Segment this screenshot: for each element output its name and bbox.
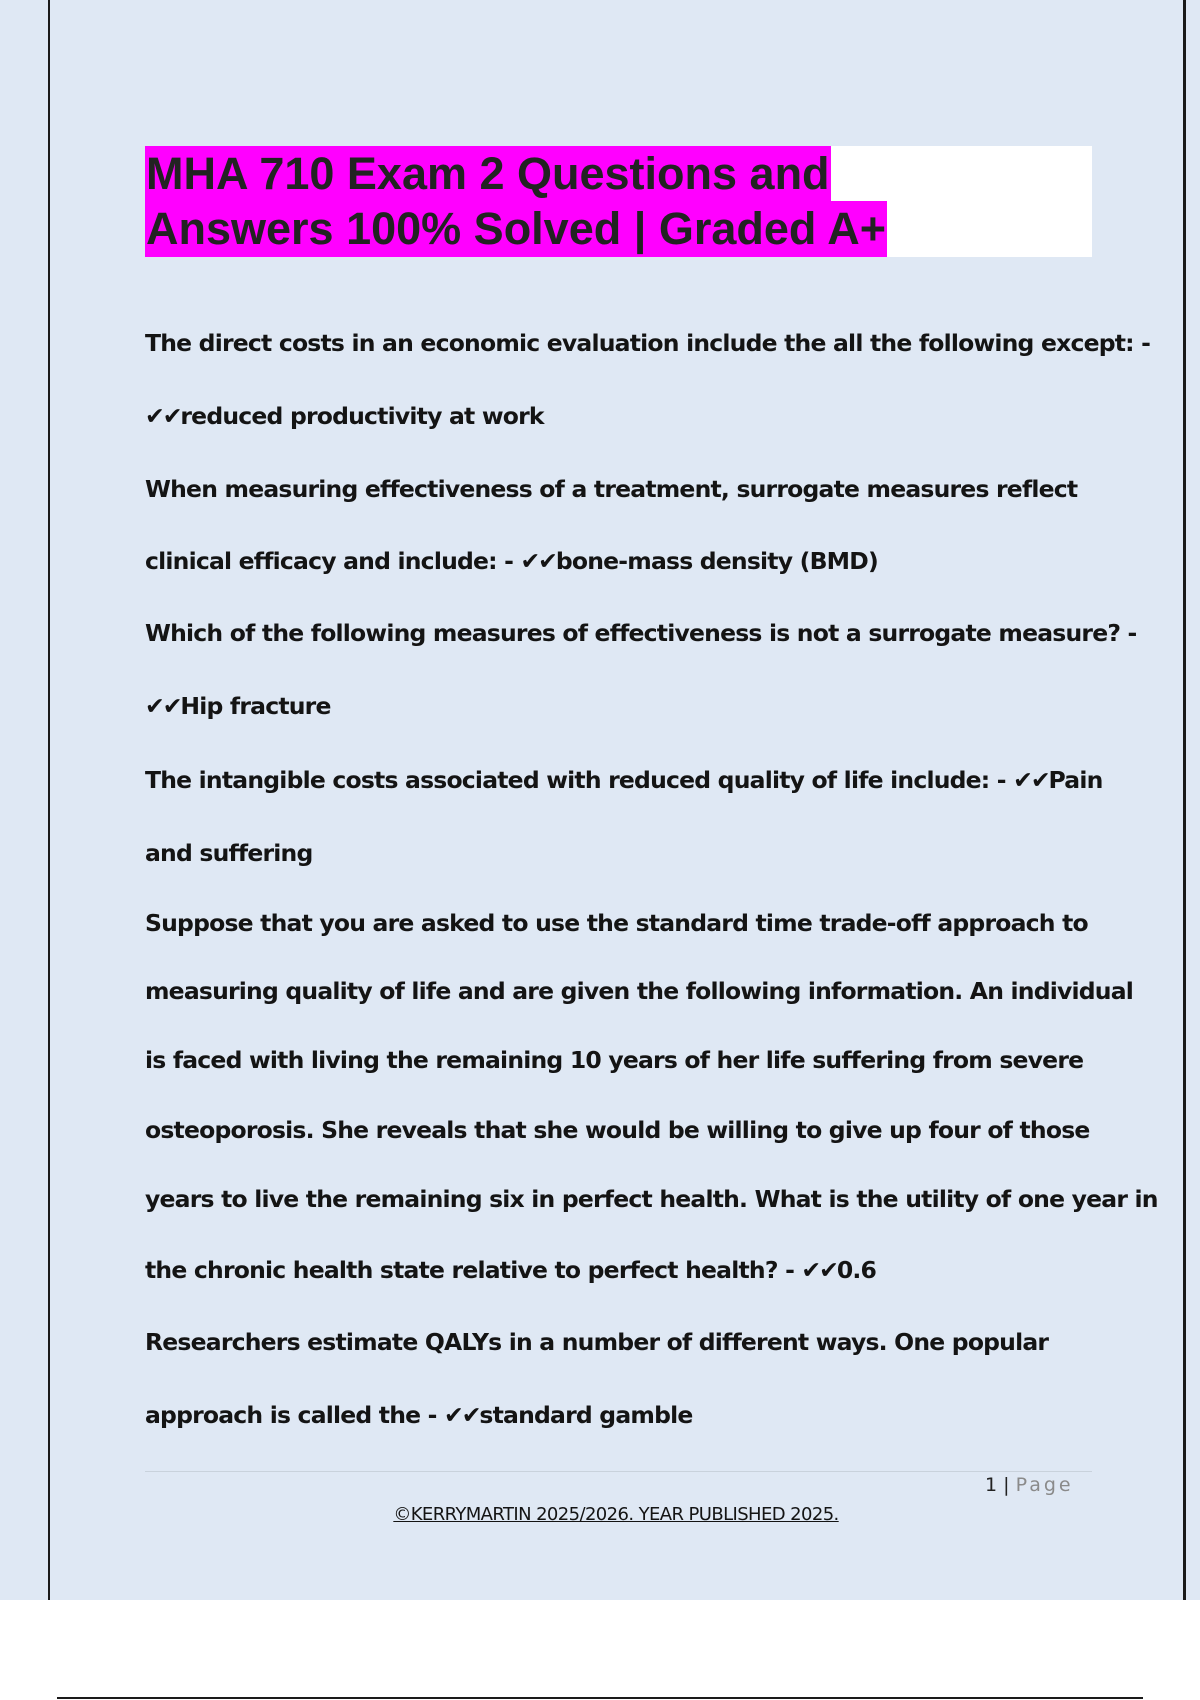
question-text: Which of the following measures of effectiveness is not a surrogate measure? - bbox=[145, 619, 1137, 647]
page-border-right bbox=[1183, 0, 1186, 1600]
bottom-divider bbox=[57, 1697, 1143, 1699]
answer-text: reduced productivity at work bbox=[180, 402, 544, 430]
double-check-icon: ✔✔ bbox=[801, 1256, 837, 1284]
qa-line bbox=[145, 686, 1095, 726]
answer-text: standard gamble bbox=[479, 1401, 693, 1429]
answer-text: Pain bbox=[1048, 766, 1103, 794]
double-check-icon: ✔✔ bbox=[1013, 766, 1049, 794]
question-text: is faced with living the remaining 10 years of her life suffering from severe bbox=[145, 1046, 1084, 1074]
qa-line bbox=[145, 469, 1095, 509]
question-text: approach is called the - bbox=[145, 1401, 445, 1429]
page-word: Page bbox=[1015, 1474, 1074, 1496]
answer-text: 0.6 bbox=[836, 1256, 877, 1284]
qa-line bbox=[145, 971, 1134, 1011]
answer-text: and suffering bbox=[145, 839, 313, 867]
qa-line bbox=[145, 1250, 1095, 1290]
question-text: measuring quality of life and are given the following information. An individual bbox=[145, 977, 1134, 1005]
footer-divider bbox=[145, 1471, 1092, 1472]
qa-line bbox=[145, 1179, 1158, 1219]
question-text: Researchers estimate QALYs in a number of different ways. One popular bbox=[145, 1328, 1049, 1356]
answer-text: bone-mass density (BMD) bbox=[555, 547, 878, 575]
page-border-left bbox=[48, 0, 50, 1600]
question-text: years to live the remaining six in perfect health. What is the utility of one year in bbox=[145, 1185, 1158, 1213]
qa-line bbox=[145, 1040, 1095, 1080]
question-text: When measuring effectiveness of a treatment, surrogate measures reflect bbox=[145, 475, 1078, 503]
double-check-icon: ✔✔ bbox=[145, 692, 181, 720]
question-text: The intangible costs associated with reduced quality of life include: - bbox=[145, 766, 1014, 794]
double-check-icon: ✔✔ bbox=[444, 1401, 480, 1429]
document-title-line-2: Answers 100% Solved | Graded A+ bbox=[145, 201, 887, 257]
question-text: osteoporosis. She reveals that she would be willing to give up four of those bbox=[145, 1116, 1090, 1144]
question-text: The direct costs in an economic evaluation include the all the following except: - bbox=[145, 329, 1151, 357]
qa-line bbox=[145, 760, 1103, 800]
page-number bbox=[985, 1472, 1085, 1498]
qa-line bbox=[145, 1395, 1095, 1435]
qa-line bbox=[145, 1322, 1095, 1362]
qa-line bbox=[145, 833, 1095, 873]
page-number-separator: | bbox=[1003, 1474, 1010, 1496]
question-text: Suppose that you are asked to use the standard time trade-off approach to bbox=[145, 909, 1088, 937]
document-title-line-1: MHA 710 Exam 2 Questions and bbox=[145, 146, 831, 202]
question-text: clinical efficacy and include: - bbox=[145, 547, 521, 575]
qa-line bbox=[145, 396, 1095, 436]
qa-line bbox=[145, 903, 1095, 943]
double-check-icon: ✔✔ bbox=[145, 402, 181, 430]
question-text: the chronic health state relative to perfect health? - bbox=[145, 1256, 802, 1284]
double-check-icon: ✔✔ bbox=[520, 547, 556, 575]
qa-line bbox=[145, 613, 1137, 653]
qa-line bbox=[145, 541, 1095, 581]
copyright-notice: ©KERRYMARTIN 2025/2026. YEAR PUBLISHED 2025. bbox=[393, 1504, 839, 1525]
answer-text: Hip fracture bbox=[180, 692, 331, 720]
qa-line bbox=[145, 1110, 1095, 1150]
page-number-value: 1 bbox=[985, 1474, 998, 1496]
qa-line bbox=[145, 323, 1151, 363]
